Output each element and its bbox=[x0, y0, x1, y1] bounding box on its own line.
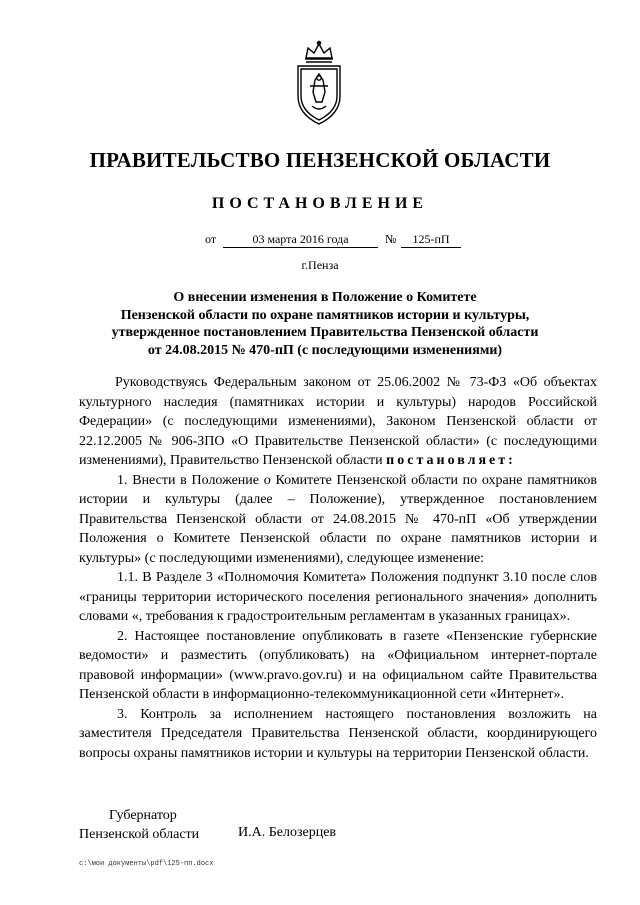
document-type: ПОСТАНОВЛЕНИЕ bbox=[211, 195, 429, 212]
government-title: ПРАВИТЕЛЬСТВО ПЕНЗЕНСКОЙ ОБЛАСТИ bbox=[89, 148, 551, 172]
item-3-paragraph: 3. Контроль за исполнением настоящего постановления возложить на заместителя Председателя Правительства Пензенской области, координирующего вопросы охраны памятников истории и культуры на территории Пензенской области. bbox=[79, 706, 597, 761]
heading-line: утвержденное постановлением Правительства Пензенской области bbox=[111, 325, 539, 340]
city: г.Пенза bbox=[301, 258, 339, 272]
item-1-1-paragraph: 1.1. В Разделе 3 «Полномочия Комитета» Положения подпункт 3.10 после слов «границы территории исторического поселения регионального значения» дополнить словами «, требования к градостроительным регламентам в указанных границах». bbox=[79, 570, 597, 624]
heading-line: О внесении изменения в Положение о Комитете bbox=[173, 290, 477, 305]
document-number: 125-пП bbox=[401, 232, 461, 248]
item-2-paragraph: 2. Настоящее постановление опубликовать в газете «Пензенские губернские ведомости» и разместить (опубликовать) на «Официальном интернет-портале правовой информации» (www.pravo.gov.ru) и на официальном сайте Правительства Пензенской области в информационно-телекоммуникационной сети «Интернет». bbox=[79, 628, 597, 702]
document-date: 03 марта 2016 года bbox=[223, 232, 378, 248]
date-number-line bbox=[205, 232, 475, 248]
signatory-title-line1: Губернатор bbox=[109, 808, 177, 823]
preamble-paragraph bbox=[79, 373, 597, 471]
heading-line: Пензенской области по охране памятников истории и культуры, bbox=[120, 307, 530, 323]
date-prefix: от bbox=[205, 232, 217, 246]
signatory-title bbox=[79, 806, 199, 844]
decree-word: постановляет: bbox=[386, 453, 516, 468]
number-prefix: № bbox=[385, 232, 397, 246]
signatory-title-line2: Пензенской области bbox=[79, 827, 200, 842]
document-heading bbox=[80, 289, 570, 359]
signatory-name: И.А. Белозерцев bbox=[238, 825, 337, 840]
document-body bbox=[79, 373, 597, 763]
item-1-paragraph: 1. Внести в Положение о Комитете Пензенской области по охране памятников истории и культуры (далее – Положение), утвержденное постановлением Правительства Пензенской области от 24.08.2015 № 470-пП «Об утверждении Положения о Комитете Пензенской области по охране памятников истории и культуры» (с последующими изменениями), следующее изменение: bbox=[79, 472, 597, 566]
preamble-text: Руководствуясь Федеральным законом от 25.06.2002 № 73-ФЗ «Об объектах культурного наследия (памятниках истории и культуры) народов Российской Федерации» (с последующими изменениями), Законом Пензенской области от 22.12.2005 № 906-ЗПО «О Правительстве Пензенской области» (с последующими изменениями), Правительство Пензенской области bbox=[79, 375, 597, 468]
coat-of-arms-icon bbox=[288, 40, 350, 128]
heading-line: от 24.08.2015 № 470-пП (с последующими изменениями) bbox=[147, 342, 503, 358]
footer-file-path: c:\мои документы\pdf\125-пп.docx bbox=[79, 860, 214, 868]
